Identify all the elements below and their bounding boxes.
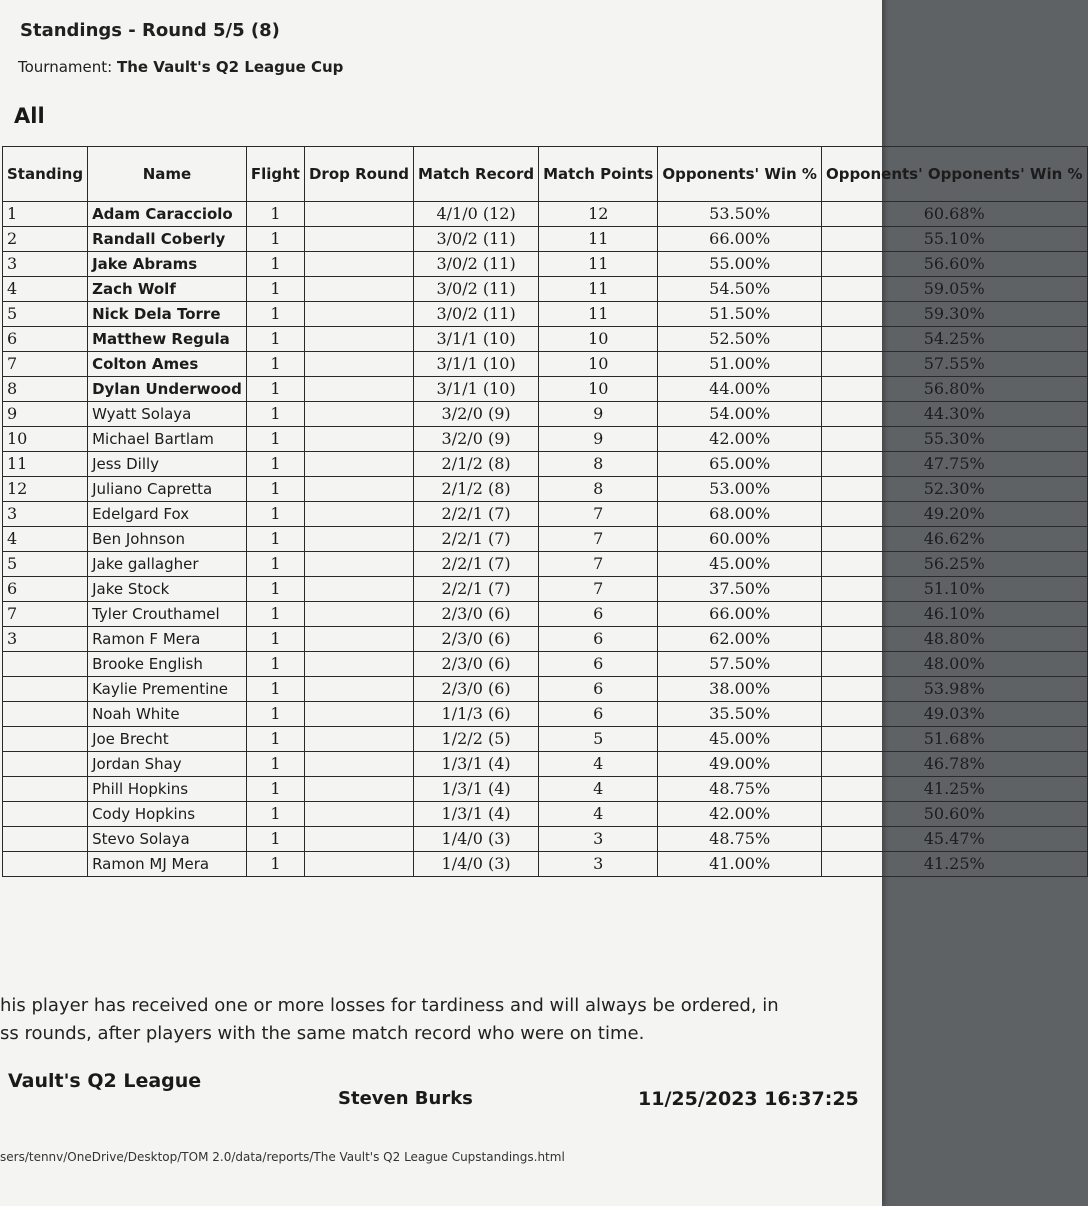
cell-drop-round — [304, 327, 413, 352]
table-header-row — [3, 147, 1088, 202]
cell-drop-round — [304, 302, 413, 327]
cell-flight: 1 — [246, 802, 304, 827]
tournament-name: The Vault's Q2 League Cup — [116, 58, 344, 76]
cell-standing — [3, 702, 88, 727]
cell-opp-opp-win: 50.60% — [821, 802, 1087, 827]
cell-match-points: 6 — [539, 602, 658, 627]
cell-name: Stevo Solaya — [88, 827, 247, 852]
cell-opp-opp-win: 49.03% — [821, 702, 1087, 727]
table-row — [3, 477, 1088, 502]
league-name: Vault's Q2 League — [8, 1070, 202, 1092]
cell-match-points: 3 — [539, 827, 658, 852]
cell-match-points: 12 — [539, 202, 658, 227]
cell-opponents-win: 68.00% — [658, 502, 822, 527]
cell-match-record: 1/1/3 (6) — [414, 702, 539, 727]
cell-match-record: 1/4/0 (3) — [414, 827, 539, 852]
cell-opponents-win: 44.00% — [658, 377, 822, 402]
cell-drop-round — [304, 277, 413, 302]
cell-standing: 4 — [3, 527, 88, 552]
cell-name: Noah White — [88, 702, 247, 727]
cell-drop-round — [304, 377, 413, 402]
cell-flight: 1 — [246, 377, 304, 402]
cell-opponents-win: 49.00% — [658, 752, 822, 777]
cell-opponents-win: 53.50% — [658, 202, 822, 227]
cell-match-points: 7 — [539, 552, 658, 577]
cell-standing: 1 — [3, 202, 88, 227]
cell-standing: 3 — [3, 627, 88, 652]
cell-opp-opp-win: 54.25% — [821, 327, 1087, 352]
cell-match-points: 11 — [539, 227, 658, 252]
cell-match-record: 2/2/1 (7) — [414, 502, 539, 527]
cell-drop-round — [304, 852, 413, 877]
cell-drop-round — [304, 652, 413, 677]
cell-name: Edelgard Fox — [88, 502, 247, 527]
table-row — [3, 452, 1088, 477]
cell-opponents-win: 45.00% — [658, 727, 822, 752]
cell-standing: 6 — [3, 577, 88, 602]
cell-match-points: 10 — [539, 377, 658, 402]
cell-drop-round — [304, 627, 413, 652]
cell-opp-opp-win: 55.30% — [821, 427, 1087, 452]
table-row — [3, 777, 1088, 802]
table-row — [3, 402, 1088, 427]
cell-flight: 1 — [246, 477, 304, 502]
cell-opponents-win: 57.50% — [658, 652, 822, 677]
table-row — [3, 577, 1088, 602]
cell-flight: 1 — [246, 652, 304, 677]
cell-opp-opp-win: 46.10% — [821, 602, 1087, 627]
cell-flight: 1 — [246, 577, 304, 602]
cell-flight: 1 — [246, 202, 304, 227]
cell-flight: 1 — [246, 402, 304, 427]
cell-flight: 1 — [246, 752, 304, 777]
cell-standing: 8 — [3, 377, 88, 402]
cell-standing: 5 — [3, 302, 88, 327]
cell-flight: 1 — [246, 852, 304, 877]
table-row — [3, 527, 1088, 552]
cell-opponents-win: 35.50% — [658, 702, 822, 727]
table-row — [3, 377, 1088, 402]
column-header-drop-round: Drop Round — [304, 147, 413, 202]
cell-opp-opp-win: 41.25% — [821, 852, 1087, 877]
cell-standing — [3, 752, 88, 777]
cell-opponents-win: 38.00% — [658, 677, 822, 702]
cell-name: Juliano Capretta — [88, 477, 247, 502]
table-row — [3, 727, 1088, 752]
cell-match-record: 4/1/0 (12) — [414, 202, 539, 227]
cell-drop-round — [304, 452, 413, 477]
cell-opp-opp-win: 41.25% — [821, 777, 1087, 802]
cell-name: Cody Hopkins — [88, 802, 247, 827]
cell-match-record: 2/3/0 (6) — [414, 677, 539, 702]
cell-opponents-win: 53.00% — [658, 477, 822, 502]
cell-match-points: 7 — [539, 502, 658, 527]
cell-opponents-win: 60.00% — [658, 527, 822, 552]
cell-opponents-win: 37.50% — [658, 577, 822, 602]
cell-name: Brooke English — [88, 652, 247, 677]
cell-match-points: 3 — [539, 852, 658, 877]
cell-match-record: 3/0/2 (11) — [414, 227, 539, 252]
cell-drop-round — [304, 727, 413, 752]
cell-drop-round — [304, 352, 413, 377]
tardiness-footnote — [0, 992, 900, 1048]
cell-match-points: 8 — [539, 452, 658, 477]
cell-match-record: 3/1/1 (10) — [414, 327, 539, 352]
cell-name: Michael Bartlam — [88, 427, 247, 452]
cell-name: Jess Dilly — [88, 452, 247, 477]
footnote-line-2: ss rounds, after players with the same match record who were on time. — [0, 1023, 645, 1044]
cell-drop-round — [304, 552, 413, 577]
cell-match-record: 1/3/1 (4) — [414, 802, 539, 827]
cell-drop-round — [304, 752, 413, 777]
cell-match-points: 4 — [539, 752, 658, 777]
cell-flight: 1 — [246, 227, 304, 252]
cell-flight: 1 — [246, 727, 304, 752]
cell-opponents-win: 62.00% — [658, 627, 822, 652]
cell-match-points: 6 — [539, 627, 658, 652]
cell-drop-round — [304, 227, 413, 252]
cell-match-points: 11 — [539, 277, 658, 302]
cell-standing: 10 — [3, 427, 88, 452]
cell-match-points: 11 — [539, 252, 658, 277]
cell-match-points: 4 — [539, 802, 658, 827]
cell-match-record: 2/3/0 (6) — [414, 627, 539, 652]
cell-flight: 1 — [246, 702, 304, 727]
table-row — [3, 552, 1088, 577]
cell-opp-opp-win: 52.30% — [821, 477, 1087, 502]
cell-name: Nick Dela Torre — [88, 302, 247, 327]
cell-flight: 1 — [246, 552, 304, 577]
cell-name: Jake gallagher — [88, 552, 247, 577]
cell-opponents-win: 45.00% — [658, 552, 822, 577]
cell-match-points: 10 — [539, 327, 658, 352]
cell-opponents-win: 42.00% — [658, 802, 822, 827]
table-row — [3, 227, 1088, 252]
cell-opp-opp-win: 60.68% — [821, 202, 1087, 227]
cell-drop-round — [304, 777, 413, 802]
cell-opp-opp-win: 57.55% — [821, 352, 1087, 377]
cell-name: Ramon F Mera — [88, 627, 247, 652]
cell-opp-opp-win: 59.05% — [821, 277, 1087, 302]
cell-drop-round — [304, 802, 413, 827]
cell-standing: 3 — [3, 502, 88, 527]
cell-opponents-win: 54.00% — [658, 402, 822, 427]
cell-drop-round — [304, 702, 413, 727]
cell-match-record: 3/2/0 (9) — [414, 427, 539, 452]
cell-flight: 1 — [246, 502, 304, 527]
tournament-line — [18, 58, 343, 76]
cell-flight: 1 — [246, 677, 304, 702]
cell-match-points: 10 — [539, 352, 658, 377]
cell-opponents-win: 42.00% — [658, 427, 822, 452]
file-path: sers/tennv/OneDrive/Desktop/TOM 2.0/data/reports/The Vault's Q2 League Cupstandings.html — [0, 1150, 565, 1164]
cell-standing — [3, 777, 88, 802]
page-title: Standings - Round 5/5 (8) — [20, 20, 280, 41]
cell-match-points: 4 — [539, 777, 658, 802]
table-row — [3, 627, 1088, 652]
table-row — [3, 602, 1088, 627]
cell-name: Kaylie Prementine — [88, 677, 247, 702]
cell-opponents-win: 65.00% — [658, 452, 822, 477]
cell-standing: 7 — [3, 352, 88, 377]
cell-match-record: 3/0/2 (11) — [414, 252, 539, 277]
cell-name: Phill Hopkins — [88, 777, 247, 802]
cell-opp-opp-win: 48.80% — [821, 627, 1087, 652]
cell-match-record: 1/2/2 (5) — [414, 727, 539, 752]
cell-drop-round — [304, 502, 413, 527]
cell-standing — [3, 677, 88, 702]
cell-standing: 11 — [3, 452, 88, 477]
cell-standing: 7 — [3, 602, 88, 627]
cell-name: Tyler Crouthamel — [88, 602, 247, 627]
cell-flight: 1 — [246, 302, 304, 327]
cell-name: Adam Caracciolo — [88, 202, 247, 227]
cell-opp-opp-win: 51.10% — [821, 577, 1087, 602]
cell-opponents-win: 48.75% — [658, 827, 822, 852]
cell-opp-opp-win: 59.30% — [821, 302, 1087, 327]
cell-opponents-win: 54.50% — [658, 277, 822, 302]
report-author: Steven Burks — [338, 1088, 473, 1109]
table-row — [3, 827, 1088, 852]
cell-name: Colton Ames — [88, 352, 247, 377]
report-timestamp: 11/25/2023 16:37:25 — [638, 1088, 859, 1110]
cell-match-points: 8 — [539, 477, 658, 502]
table-row — [3, 652, 1088, 677]
table-row — [3, 752, 1088, 777]
column-header-flight: Flight — [246, 147, 304, 202]
cell-match-record: 1/3/1 (4) — [414, 777, 539, 802]
cell-name: Joe Brecht — [88, 727, 247, 752]
cell-drop-round — [304, 602, 413, 627]
cell-name: Ben Johnson — [88, 527, 247, 552]
cell-name: Wyatt Solaya — [88, 402, 247, 427]
cell-opp-opp-win: 44.30% — [821, 402, 1087, 427]
cell-name: Randall Coberly — [88, 227, 247, 252]
cell-match-points: 7 — [539, 527, 658, 552]
cell-match-record: 3/2/0 (9) — [414, 402, 539, 427]
table-row — [3, 277, 1088, 302]
table-row — [3, 802, 1088, 827]
cell-flight: 1 — [246, 527, 304, 552]
cell-opponents-win: 66.00% — [658, 602, 822, 627]
cell-flight: 1 — [246, 252, 304, 277]
cell-drop-round — [304, 677, 413, 702]
cell-drop-round — [304, 527, 413, 552]
cell-flight: 1 — [246, 327, 304, 352]
cell-standing: 9 — [3, 402, 88, 427]
cell-flight: 1 — [246, 352, 304, 377]
section-heading: All — [14, 104, 45, 128]
cell-standing — [3, 802, 88, 827]
cell-opponents-win: 48.75% — [658, 777, 822, 802]
table-row — [3, 352, 1088, 377]
cell-match-record: 2/2/1 (7) — [414, 552, 539, 577]
cell-drop-round — [304, 477, 413, 502]
cell-name: Matthew Regula — [88, 327, 247, 352]
table-row — [3, 852, 1088, 877]
table-row — [3, 252, 1088, 277]
cell-drop-round — [304, 252, 413, 277]
column-header-match-points: Match Points — [539, 147, 658, 202]
table-row — [3, 202, 1088, 227]
cell-opponents-win: 52.50% — [658, 327, 822, 352]
cell-opp-opp-win: 46.62% — [821, 527, 1087, 552]
cell-standing — [3, 852, 88, 877]
cell-opponents-win: 55.00% — [658, 252, 822, 277]
cell-opp-opp-win: 49.20% — [821, 502, 1087, 527]
cell-standing: 6 — [3, 327, 88, 352]
cell-standing — [3, 727, 88, 752]
tournament-label: Tournament: — [18, 58, 113, 76]
cell-flight: 1 — [246, 277, 304, 302]
cell-opp-opp-win: 45.47% — [821, 827, 1087, 852]
column-header-match-record: Match Record — [414, 147, 539, 202]
cell-flight: 1 — [246, 777, 304, 802]
cell-match-record: 3/0/2 (11) — [414, 277, 539, 302]
table-row — [3, 327, 1088, 352]
cell-name: Jake Abrams — [88, 252, 247, 277]
cell-opp-opp-win: 47.75% — [821, 452, 1087, 477]
cell-opp-opp-win: 55.10% — [821, 227, 1087, 252]
cell-opponents-win: 51.00% — [658, 352, 822, 377]
column-header-opponents-win: Opponents' Win % — [658, 147, 822, 202]
cell-match-record: 2/3/0 (6) — [414, 652, 539, 677]
cell-match-points: 7 — [539, 577, 658, 602]
cell-match-record: 3/1/1 (10) — [414, 377, 539, 402]
cell-standing: 2 — [3, 227, 88, 252]
cell-opp-opp-win: 48.00% — [821, 652, 1087, 677]
cell-match-record: 2/1/2 (8) — [414, 477, 539, 502]
cell-opp-opp-win: 56.80% — [821, 377, 1087, 402]
table-row — [3, 427, 1088, 452]
cell-standing: 3 — [3, 252, 88, 277]
cell-opp-opp-win: 53.98% — [821, 677, 1087, 702]
cell-drop-round — [304, 827, 413, 852]
table-row — [3, 677, 1088, 702]
cell-standing: 12 — [3, 477, 88, 502]
cell-match-record: 2/2/1 (7) — [414, 577, 539, 602]
cell-name: Ramon MJ Mera — [88, 852, 247, 877]
cell-match-points: 6 — [539, 677, 658, 702]
cell-standing: 5 — [3, 552, 88, 577]
cell-drop-round — [304, 202, 413, 227]
cell-match-points: 6 — [539, 652, 658, 677]
cell-match-points: 9 — [539, 402, 658, 427]
cell-match-points: 9 — [539, 427, 658, 452]
cell-flight: 1 — [246, 427, 304, 452]
cell-match-record: 2/3/0 (6) — [414, 602, 539, 627]
cell-match-points: 6 — [539, 702, 658, 727]
cell-match-record: 2/1/2 (8) — [414, 452, 539, 477]
cell-flight: 1 — [246, 827, 304, 852]
cell-match-record: 2/2/1 (7) — [414, 527, 539, 552]
column-header-name: Name — [88, 147, 247, 202]
column-header-standing: Standing — [3, 147, 88, 202]
cell-match-points: 11 — [539, 302, 658, 327]
cell-standing — [3, 827, 88, 852]
column-header-opp-opp-win: Opponents' Opponents' Win % — [821, 147, 1087, 202]
cell-drop-round — [304, 577, 413, 602]
cell-name: Jake Stock — [88, 577, 247, 602]
cell-opp-opp-win: 56.25% — [821, 552, 1087, 577]
standings-table — [2, 146, 1088, 877]
cell-flight: 1 — [246, 602, 304, 627]
cell-match-record: 1/4/0 (3) — [414, 852, 539, 877]
cell-opponents-win: 66.00% — [658, 227, 822, 252]
cell-match-record: 1/3/1 (4) — [414, 752, 539, 777]
cell-flight: 1 — [246, 452, 304, 477]
cell-standing — [3, 652, 88, 677]
cell-name: Dylan Underwood — [88, 377, 247, 402]
cell-flight: 1 — [246, 627, 304, 652]
cell-drop-round — [304, 427, 413, 452]
table-row — [3, 502, 1088, 527]
footnote-line-1: his player has received one or more losses for tardiness and will always be ordered, in — [0, 995, 779, 1016]
cell-opp-opp-win: 56.60% — [821, 252, 1087, 277]
table-row — [3, 702, 1088, 727]
cell-name: Zach Wolf — [88, 277, 247, 302]
cell-opp-opp-win: 51.68% — [821, 727, 1087, 752]
cell-match-record: 3/0/2 (11) — [414, 302, 539, 327]
cell-opponents-win: 51.50% — [658, 302, 822, 327]
cell-match-record: 3/1/1 (10) — [414, 352, 539, 377]
cell-drop-round — [304, 402, 413, 427]
cell-match-points: 5 — [539, 727, 658, 752]
cell-opponents-win: 41.00% — [658, 852, 822, 877]
cell-standing: 4 — [3, 277, 88, 302]
standings-body — [3, 202, 1088, 877]
table-row — [3, 302, 1088, 327]
cell-name: Jordan Shay — [88, 752, 247, 777]
cell-opp-opp-win: 46.78% — [821, 752, 1087, 777]
